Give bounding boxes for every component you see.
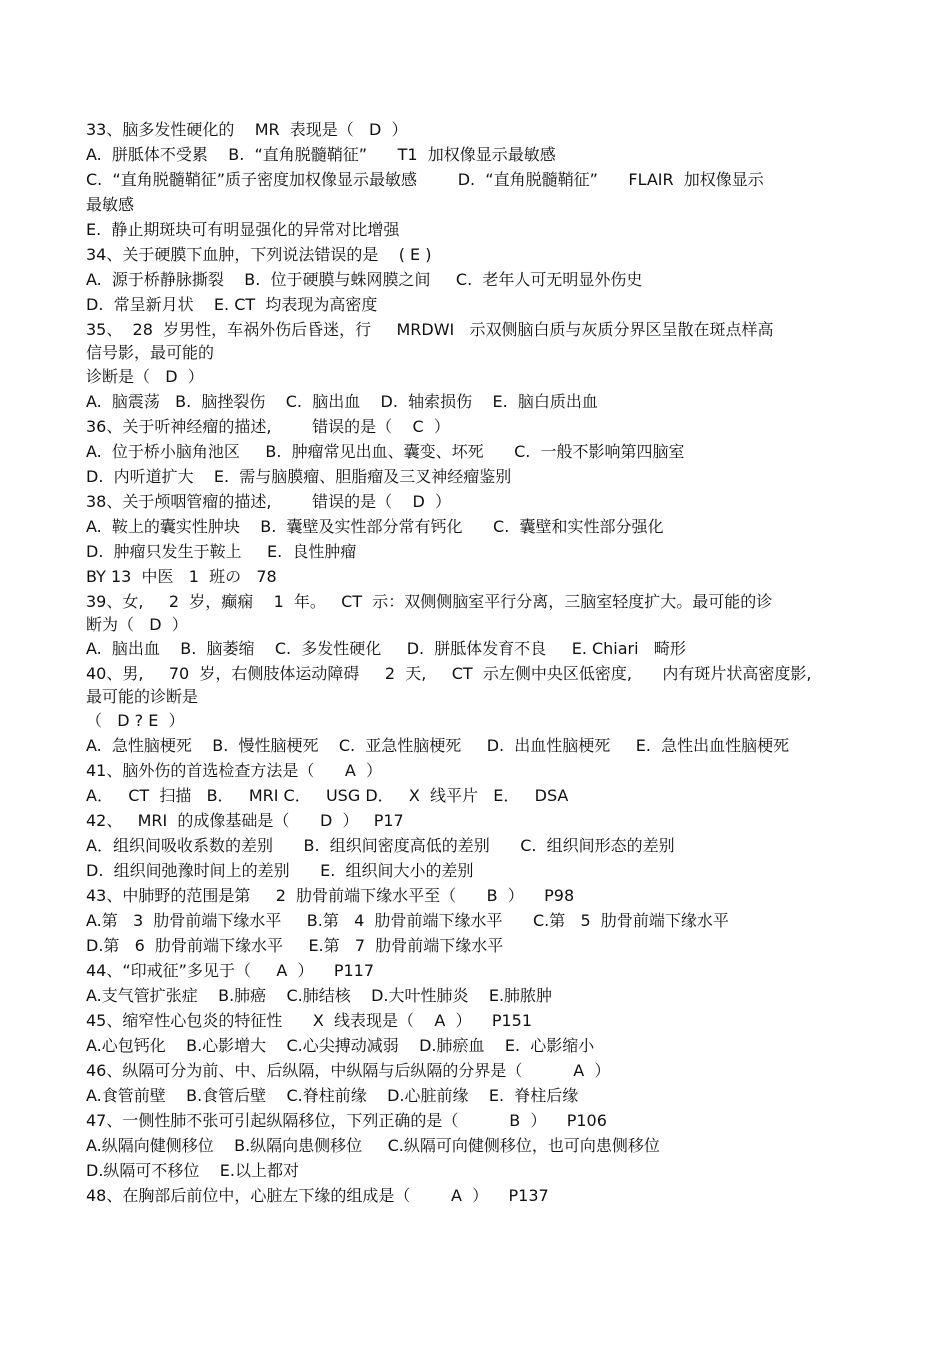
- text-line: A. 脑出血 B. 脑萎缩 C. 多发性硬化 D. 胼胝体发育不良 E. Chiari 畸形: [86, 639, 686, 658]
- text-line: C. “直角脱髓鞘征”质子密度加权像显示最敏感 D. “直角脱髓鞘征” FLAIR 加权像显示: [86, 170, 764, 189]
- text-line: 35、 28 岁男性，车祸外伤后昏迷，行 MRDWI 示双侧脑白质与灰质分界区呈散在斑点样高: [86, 320, 774, 339]
- text-line: A.心包钙化 B.心影增大 C.心尖搏动减弱 D.肺瘀血 E. 心影缩小: [86, 1036, 595, 1055]
- text-line: D.第 6 肋骨前端下缘水平 E.第 7 肋骨前端下缘水平: [86, 936, 504, 955]
- text-line: 最敏感: [86, 195, 135, 214]
- text-line: 断为（ D ）: [86, 615, 188, 634]
- text-line: D.纵隔可不移位 E.以上都对: [86, 1161, 299, 1180]
- text-line: A. 鞍上的囊实性肿块 B. 囊壁及实性部分常有钙化 C. 囊壁和实性部分强化: [86, 517, 664, 536]
- text-line: 34、关于硬膜下血肿，下列说法错误的是 ( E ): [86, 245, 432, 264]
- text-line: A. 位于桥小脑角池区 B. 肿瘤常见出血、囊变、坏死 C. 一般不影响第四脑室: [86, 442, 685, 461]
- text-line: A．组织间吸收系数的差别 B. 组织间密度高低的差别 C. 组织间形态的差别: [86, 836, 675, 855]
- text-line: 33、脑多发性硬化的 MR 表现是（ D ）: [86, 120, 408, 139]
- text-line: 诊断是（ D ）: [86, 367, 204, 386]
- text-line: BY 13 中医 1 班の 78: [86, 567, 277, 586]
- text-line: A.纵隔向健侧移位 B.纵隔向患侧移位 C.纵隔可向健侧移位，也可向患侧移位: [86, 1136, 660, 1155]
- text-line: （ D ? E ）: [86, 711, 185, 730]
- text-line: A. 源于桥静脉撕裂 B. 位于硬膜与蛛网膜之间 C. 老年人可无明显外伤史: [86, 270, 643, 289]
- text-line: A. 急性脑梗死 B. 慢性脑梗死 C. 亚急性脑梗死 D. 出血性脑梗死 E. 急性出血性脑梗死: [86, 736, 790, 755]
- text-line: 38、关于颅咽管瘤的描述, 错误的是（ D ）: [86, 492, 451, 511]
- text-line: A． CT 扫描 B． MRI C． USG D． X 线平片 E． DSA: [86, 786, 569, 805]
- text-line: D. 内听道扩大 E. 需与脑膜瘤、胆脂瘤及三叉神经瘤鉴别: [86, 467, 512, 486]
- text-line: 39、女, 2 岁，癫痫 1 年。 CT 示：双侧侧脑室平行分离，三脑室轻度扩大。最可能的诊: [86, 592, 773, 611]
- text-line: 43、中肺野的范围是第 2 肋骨前端下缘水平至（ B ） P98: [86, 886, 575, 905]
- text-line: 36、关于听神经瘤的描述, 错误的是（ C ）: [86, 417, 450, 436]
- text-line: 46、纵隔可分为前、中、后纵隔，中纵隔与后纵隔的分界是（ A ）: [86, 1061, 611, 1080]
- text-line: D. 肿瘤只发生于鞍上 E. 良性肿瘤: [86, 542, 357, 561]
- text-line: D. 常呈新月状 E. CT 均表现为高密度: [86, 295, 378, 314]
- text-line: A.第 3 肋骨前端下缘水平 B.第 4 肋骨前端下缘水平 C.第 5 肋骨前端下缘水平: [86, 911, 729, 930]
- text-line: 40、男, 70 岁，右侧肢体运动障碍 2 天, CT 示左侧中央区低密度, 内有斑片状高密度影,: [86, 664, 812, 683]
- text-line: 45、缩窄性心包炎的特征性 X 线表现是（ A ） P151: [86, 1011, 533, 1030]
- text-line: A. 胼胝体不受累 B. “直角脱髓鞘征” T1 加权像显示最敏感: [86, 145, 556, 164]
- text-line: 41、脑外伤的首选检查方法是（ A ）: [86, 761, 382, 780]
- text-line: A.支气管扩张症 B.肺癌 C.肺结核 D.大叶性肺炎 E.肺脓肿: [86, 986, 553, 1005]
- text-line: 最可能的诊断是: [86, 687, 199, 706]
- text-line: E. 静止期斑块可有明显强化的异常对比增强: [86, 220, 400, 239]
- text-line: 48、在胸部后前位中，心脏左下缘的组成是（ A ） P137: [86, 1186, 549, 1205]
- text-line: 44、“印戒征”多见于（ A ） P117: [86, 961, 375, 980]
- text-line: A.食管前壁 B.食管后壁 C.脊柱前缘 D.心脏前缘 E. 脊柱后缘: [86, 1086, 579, 1105]
- text-line: 42、 MRI 的成像基础是（ D ） P17: [86, 811, 404, 830]
- text-line: A. 脑震荡 B. 脑挫裂伤 C. 脑出血 D. 轴索损伤 E. 脑白质出血: [86, 392, 598, 411]
- document-body: [86, 117, 876, 1208]
- text-line: 47、一侧性肺不张可引起纵隔移位，下列正确的是（ B ） P106: [86, 1111, 607, 1130]
- text-line: 信号影，最可能的: [86, 343, 215, 362]
- text-line: D. 组织间弛豫时间上的差别 E. 组织间大小的差别: [86, 861, 474, 880]
